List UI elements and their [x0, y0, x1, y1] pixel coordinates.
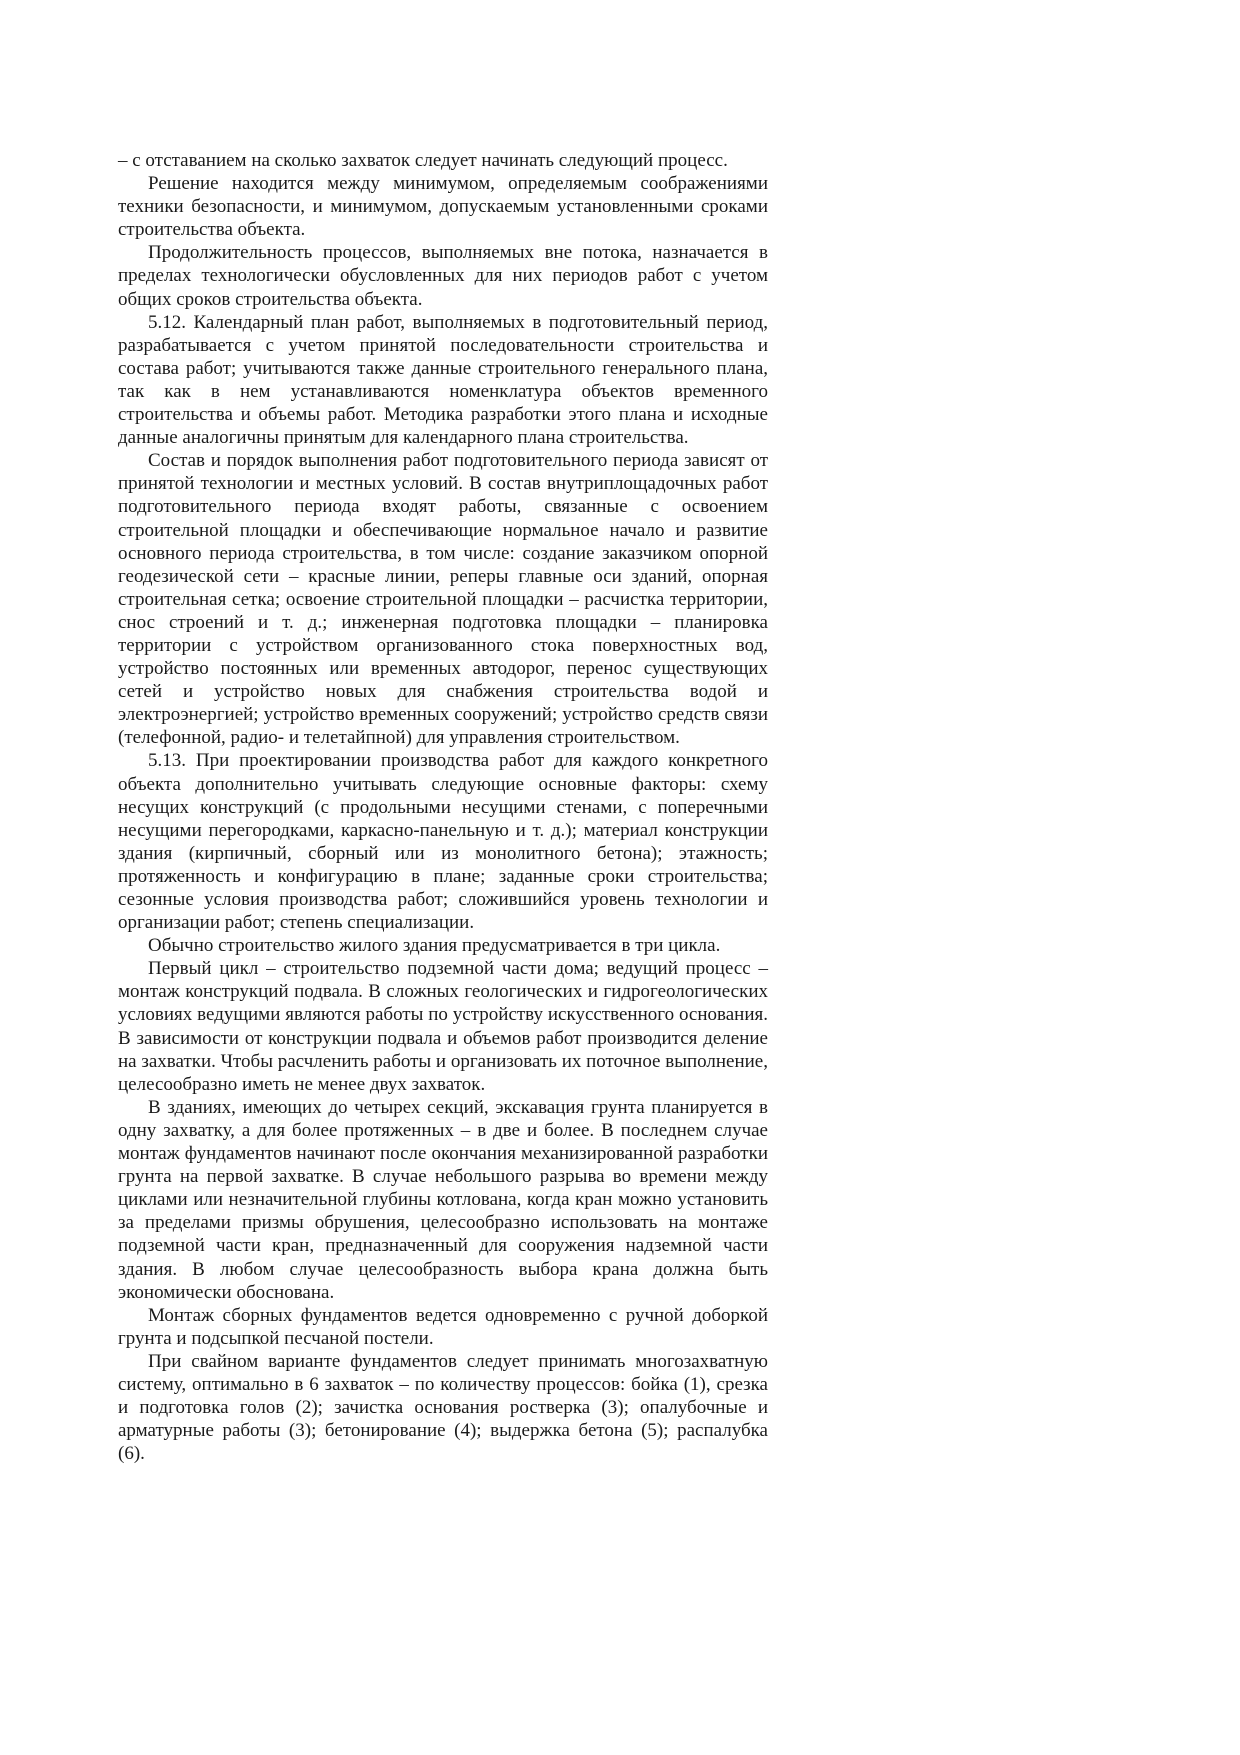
paragraph-continuation: – с отставанием на сколько захваток следует начинать следующий процесс. — [118, 150, 728, 171]
paragraph-pile-variant: При свайном варианте фундаментов следует принимать многозахватную систему, оптимально в 6 захваток – по количеству процессов: бойка (1), срезка и подготовка голов (2); зачистка основания ростверка (3); опалубочные и арматурные работы (3); бетонирование (4); выдержка бетона (5); распалубка (6). — [118, 1350, 768, 1465]
paragraph-preparatory-works: Состав и порядок выполнения работ подготовительного периода зависят от принятой технологии и местных условий. В состав внутриплощадочных работ подготовительного периода входят работы, связанные с освоением строительной площадки и обеспечивающие нормальное начало и развитие основного периода строительства, в том числе: создание заказчиком опорной геодезической сети – красные линии, реперы главные оси зданий, опорная строительная сетка; освоение строительной площадки – расчистка территории, снос строений и т. д.; инженерная подготовка площадки – планировка территории с устройством организованного стока поверхностных вод, устройство постоянных или временных автодорог, перенос существующих сетей и устройство новых для снабжения строительства водой и электроэнергией; устройство временных сооружений; устройство средств связи (телефонной, радио- и телетайпной) для управления строительством. — [118, 450, 768, 749]
paragraph-section-5-13: 5.13. При проектировании производства работ для каждого конкретного объекта дополнительно учитывать следующие основные факторы: схему несущих конструкций (с продольными несущими стенами, с поперечными несущими перегородками, каркасно-панельную и т. д.); материал конструкции здания (кирпичный, сборный или из монолитного бетона); этажность; протяженность и конфигурацию в плане; заданные сроки строительства; сезонные условия производства работ; сложившийся уровень технологии и организации работ; степень специализации. — [118, 750, 768, 934]
paragraph-first-cycle: Первый цикл – строительство подземной части дома; ведущий процесс – монтаж конструкций подвала. В сложных геологических и гидрогеологических условиях ведущими являются работы по устройству искусственного основания. В зависимости от конструкции подвала и объемов работ производится деление на захватки. Чтобы расчленить работы и организовать их поточное выполнение, целесообразно иметь не менее двух захваток. — [118, 958, 768, 1095]
paragraph-duration: Продолжительность процессов, выполняемых вне потока, назначается в пределах технологически обусловленных для них периодов работ с учетом общих сроков строительства объекта. — [118, 242, 768, 310]
paragraph-section-5-12: 5.12. Календарный план работ, выполняемых в подготовительный период, разрабатывается с учетом принятой последовательности строительства и состава работ; учитываются также данные строительного генерального плана, так как в нем устанавливаются номенклатура объектов временного строительства и объемы работ. Методика разработки этого плана и исходные данные аналогичны принятым для календарного плана строительства. — [118, 311, 768, 449]
document-page — [118, 149, 768, 1465]
paragraph-three-cycles: Обычно строительство жилого здания предусматривается в три цикла. — [148, 935, 721, 957]
paragraph-solution: Решение находится между минимумом, определяемым соображениями техники безопасности, и минимумом, допускаемым установленными сроками строительства объекта. — [118, 173, 768, 241]
paragraph-foundation-assembly: Монтаж сборных фундаментов ведется одновременно с ручной доборкой грунта и подсыпкой песчаной постели. — [118, 1304, 768, 1349]
paragraph-excavation: В зданиях, имеющих до четырех секций, экскавация грунта планируется в одну захватку, а для более протяженных – в две и более. В последнем случае монтаж фундаментов начинают после окончания механизированной разработки грунта на первой захватке. В случае небольшого разрыва во времени между циклами или незначительной глубины котлована, когда кран можно установить за пределами призмы обрушения, целесообразно использовать на монтаже подземной части кран, предназначенный для сооружения надземной части здания. В любом случае целесообразность выбора крана должна быть экономически обоснована. — [118, 1096, 768, 1303]
